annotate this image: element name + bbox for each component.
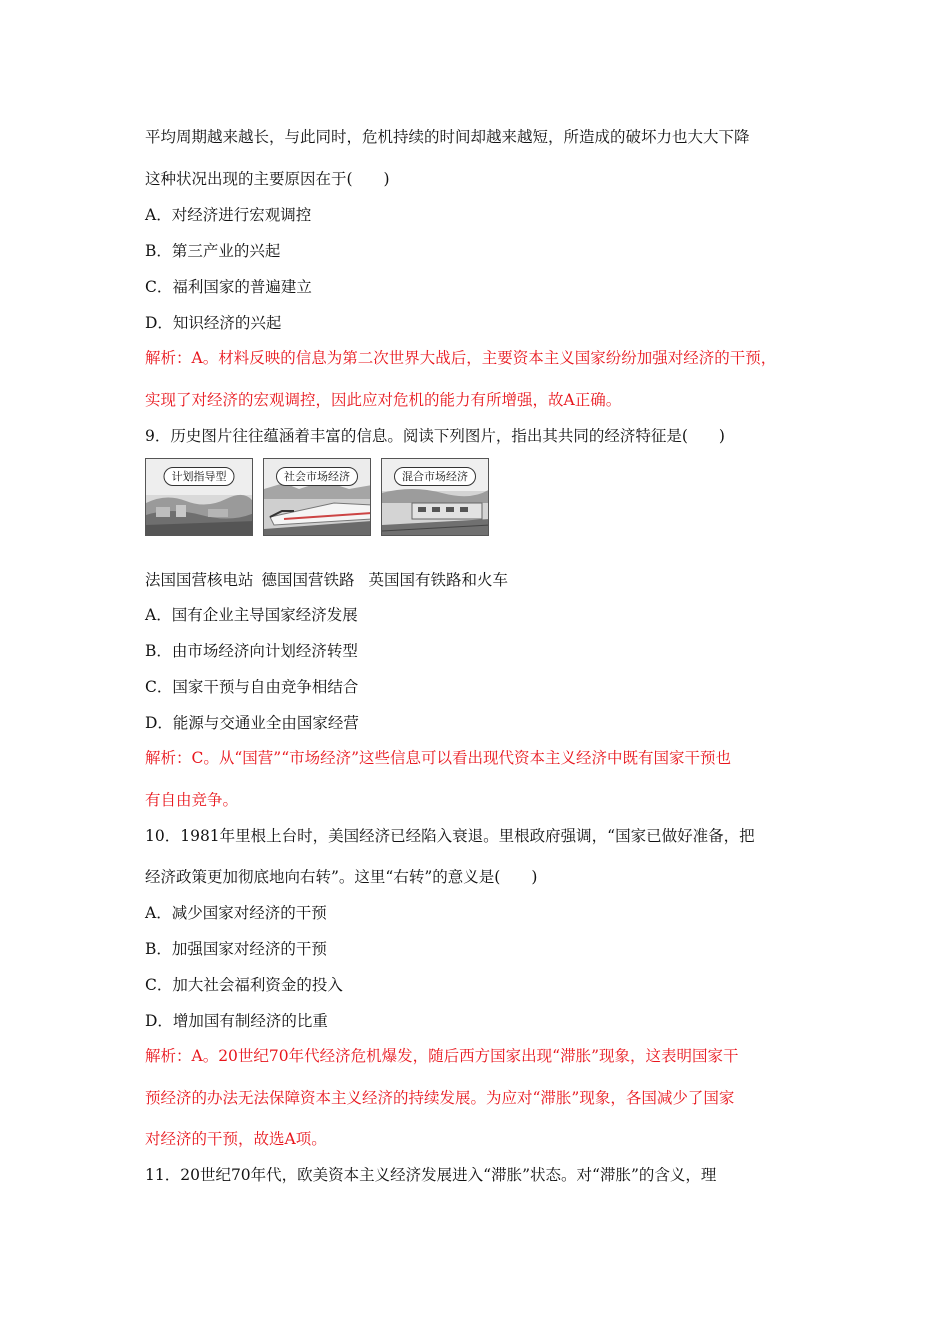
q10-answer-line-1: 解析：A。20世纪70年代经济危机爆发，随后西方国家出现“滞胀”现象，这表明国家干 xyxy=(145,1047,739,1065)
picture-german-railway xyxy=(263,458,371,536)
caption-french-nuclear: 法国国营核电站 xyxy=(145,571,254,589)
q10-answer-line-3: 对经济的干预，故选A项。 xyxy=(145,1130,327,1148)
q10-option-a: A．减少国家对经济的干预 xyxy=(145,904,327,922)
q9-option-c: C．国家干预与自由竞争相结合 xyxy=(145,678,359,696)
q9-stem: 9．历史图片往往蕴涵着丰富的信息。阅读下列图片，指出其共同的经济特征是( ) xyxy=(145,427,725,445)
q8-option-b: B．第三产业的兴起 xyxy=(145,242,281,260)
picture-label: 社会市场经济 xyxy=(276,467,358,486)
q10-stem-line-1: 10．1981年里根上台时，美国经济已经陷入衰退。里根政府强调，“国家已做好准备，把 xyxy=(145,827,755,845)
q8-answer-line-1: 解析：A。材料反映的信息为第二次世界大战后，主要资本主义国家纷纷加强对经济的干预， xyxy=(145,349,777,367)
q9-option-b: B．由市场经济向计划经济转型 xyxy=(145,642,358,660)
q10-option-b: B．加强国家对经济的干预 xyxy=(145,940,327,958)
q8-stem-line-2: 这种状况出现的主要原因在于( ) xyxy=(145,170,390,188)
q11-stem: 11．20世纪70年代，欧美资本主义经济发展进入“滞胀”状态。对“滞胀”的含义，理 xyxy=(145,1166,717,1184)
q8-option-a: A．对经济进行宏观调控 xyxy=(145,206,312,224)
q10-option-d: D．增加国有制经济的比重 xyxy=(145,1012,328,1030)
q9-answer-line-2: 有自由竞争。 xyxy=(145,791,239,809)
q10-option-c: C．加大社会福利资金的投入 xyxy=(145,976,343,994)
caption-british-railway: 英国国有铁路和火车 xyxy=(368,571,509,589)
picture-british-railway xyxy=(381,458,489,536)
picture-captions xyxy=(145,570,508,590)
q10-answer-line-2: 预经济的办法无法保障资本主义经济的持续发展。为应对“滞胀”现象，各国减少了国家 xyxy=(145,1089,735,1107)
q8-stem-line-1: 平均周期越来越长，与此同时，危机持续的时间却越来越短，所造成的破坏力也大大下降 xyxy=(145,128,750,146)
picture-label: 计划指导型 xyxy=(164,467,235,486)
q9-answer-line-1: 解析：C。从“国营”“市场经济”这些信息可以看出现代资本主义经济中既有国家干预也 xyxy=(145,749,732,767)
caption-german-railway: 德国国营铁路 xyxy=(261,571,355,589)
q8-answer-line-2: 实现了对经济的宏观调控，因此应对危机的能力有所增强，故A正确。 xyxy=(145,391,622,409)
q8-option-c: C．福利国家的普遍建立 xyxy=(145,278,312,296)
q9-picture-group xyxy=(145,458,495,538)
picture-nuclear-plant xyxy=(145,458,253,536)
picture-label: 混合市场经济 xyxy=(394,467,476,486)
q8-option-d: D．知识经济的兴起 xyxy=(145,314,282,332)
q10-stem-line-2: 经济政策更加彻底地向右转”。这里“右转”的意义是( ) xyxy=(145,868,538,886)
q9-option-a: A．国有企业主导国家经济发展 xyxy=(145,606,358,624)
q9-option-d: D．能源与交通业全由国家经营 xyxy=(145,714,359,732)
